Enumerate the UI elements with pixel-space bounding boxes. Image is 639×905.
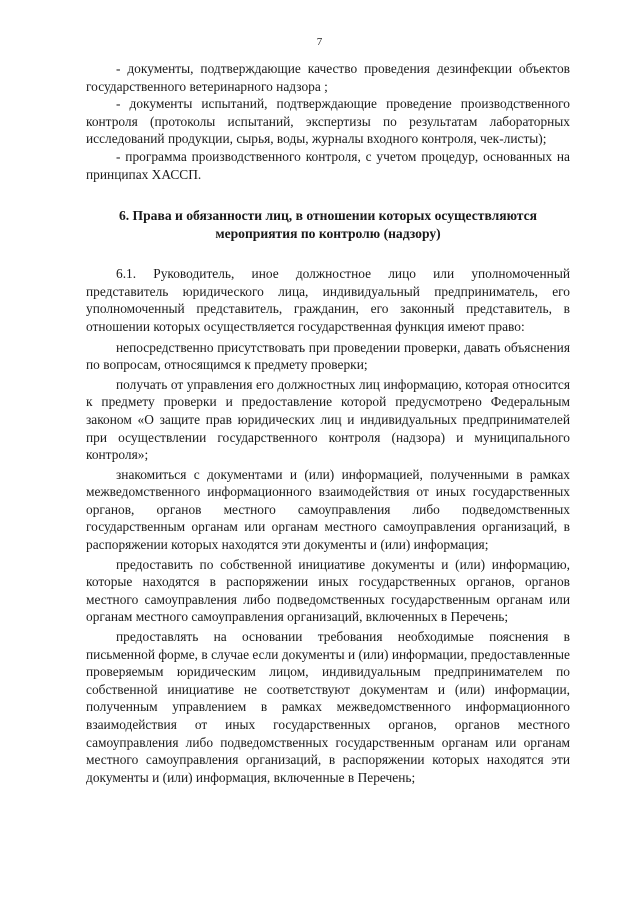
section-paragraph: знакомиться с документами и (или) информацией, полученными в рамках межведомственного информационного взаимодействия от иных государственных органов, органов местного самоуправления либо подведомственных государственным органам или органам местного самоуправления организаций, в распоряжении которых находятся эти документы и (или) информация;	[86, 466, 570, 553]
page-number: 7	[316, 36, 323, 48]
intro-list	[86, 60, 570, 183]
section-paragraph: предоставлять на основании требования необходимые пояснения в письменной форме, в случае если документы и (или) информации, предоставленные проверяемым юридическим лицом, индивидуальным предпринимателем по собственной инициативе не соответствуют документам и (или) информации, полученным управлением в рамках межведомственного информационного взаимодействия от иных государственных органов, органов местного самоуправления либо подведомственных государственным органам или органам местного самоуправления организаций, в распоряжении которых находятся эти документы и (или) информация, включенные в Перечень;	[86, 629, 570, 785]
section-paragraph: непосредственно присутствовать при проведении проверки, давать объяснения по вопросам, относящимся к предмету проверки;	[86, 339, 570, 373]
intro-item: - документы, подтверждающие качество проведения дезинфекции объектов государственного ветеринарного надзора ;	[86, 61, 570, 94]
section-paragraph: предоставить по собственной инициативе документы и (или) информацию, которые находятся в распоряжении иных государственных органов, органов местного самоуправления либо подведомственных государственным органам или органам местного самоуправления организаций, включенных в Перечень;	[86, 556, 570, 625]
intro-item: - документы испытаний, подтверждающие проведение производственного контроля (протоколы испытаний, экспертизы по результатам лабораторных исследований продукции, сырья, воды, журналы входного контроля, чек-листы);	[86, 96, 570, 147]
page-content	[86, 60, 570, 788]
section-paragraph: 6.1. Руководитель, иное должностное лицо или уполномоченный представитель юридического лица, индивидуальный предприниматель, его уполномоченный представитель, гражданин, его законный представитель, в отношении которых осуществляется государственная функция имеют право:	[86, 266, 570, 334]
intro-item: - программа производственного контроля, с учетом процедур, основанных на принципах ХАССП.	[86, 148, 570, 182]
section-paragraph: получать от управления его должностных лиц информацию, которая относится к предмету проверки и предоставление которой предусмотрено Федеральным законом «О защите прав юридических лиц и индивидуальных предпринимателей при осуществлении государственного контроля (надзора) и муниципального контроля»;	[86, 376, 570, 463]
section-heading-line: мероприятия по контролю (надзору)	[215, 226, 441, 242]
section-body	[86, 265, 570, 786]
section-heading-line: 6. Права и обязанности лиц, в отношении которых осуществляются	[118, 208, 538, 224]
section-heading	[86, 207, 570, 243]
